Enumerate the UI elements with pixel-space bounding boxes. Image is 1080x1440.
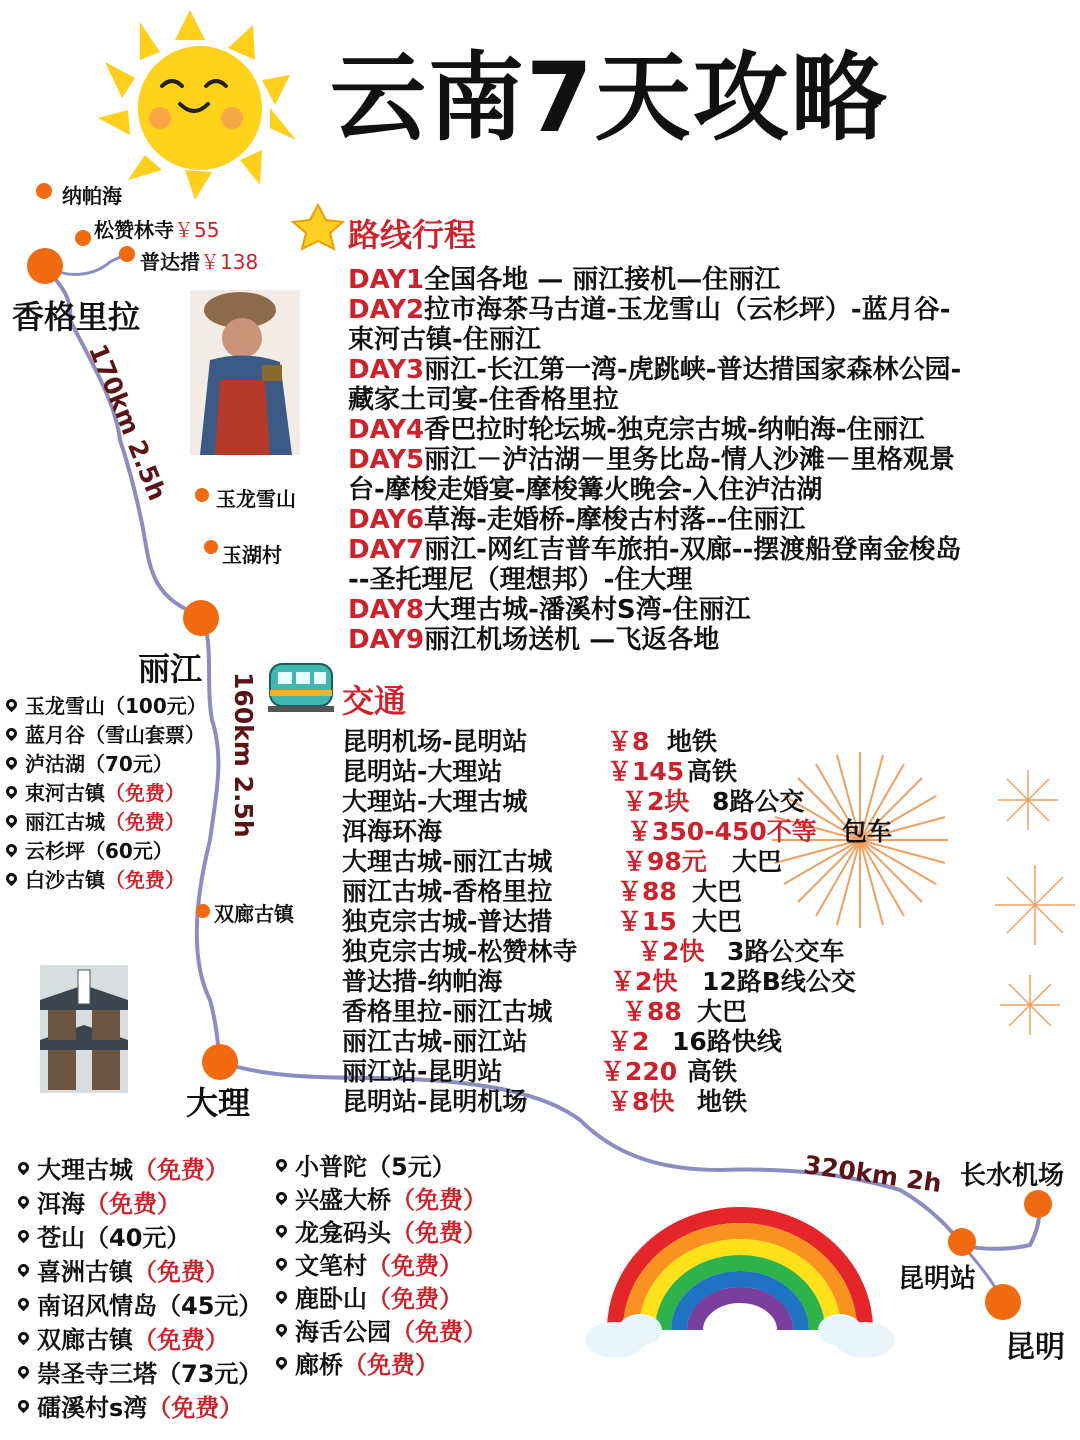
location-pin-icon [274, 1256, 290, 1272]
rainbow-icon [615, 1215, 865, 1330]
location-pin-icon [16, 1363, 32, 1379]
dot-changshui [1024, 1190, 1052, 1218]
spot-name: 白沙古镇 [25, 868, 105, 892]
dot-lijiang [183, 600, 219, 636]
transport-route: 香格里拉-丽江古城 [342, 997, 553, 1026]
spot-item [276, 1181, 487, 1214]
day-text: 丽江-网红吉普车旅拍-双廊--摆渡船登南金梭岛 [424, 535, 962, 565]
transport-row [342, 817, 1042, 847]
day-label: DAY4 [348, 415, 425, 445]
spot-price: （雪山套票） [85, 723, 205, 747]
transport-route: 独克宗古城-松赞林寺 [342, 937, 578, 966]
transport-row [342, 787, 1042, 817]
transport-mode: 大巴 [692, 907, 743, 936]
transport-row [342, 937, 1042, 967]
transport-route: 昆明机场-昆明站 [342, 727, 528, 756]
location-pin-icon [4, 697, 20, 713]
spot-price: （73元） [157, 1359, 263, 1388]
transport-price: ￥15 [617, 907, 677, 936]
day-line [348, 535, 1068, 565]
spot-price: （免费） [105, 781, 185, 805]
transport-route: 昆明站-大理站 [342, 757, 503, 786]
transport-price: ￥8快 [607, 1087, 675, 1116]
spot-item [18, 1150, 262, 1184]
route-heading: 路线行程 [348, 216, 477, 254]
location-pin-icon [4, 871, 20, 887]
transport-price: ￥350-450不等 [627, 817, 817, 846]
lijiang-spot-list [6, 690, 207, 893]
distance-shangri-la-lijiang: 170km 2.5h [83, 340, 173, 505]
spot-price: （5元） [367, 1153, 456, 1181]
location-pin-icon [16, 1397, 32, 1413]
spot-item [6, 748, 207, 777]
transport-price: ￥2快 [637, 937, 705, 966]
spot-price: （免费） [367, 1252, 463, 1280]
spot-price: （60元） [85, 839, 173, 863]
day-text: 束河古镇-住丽江 [348, 325, 541, 355]
city-dali: 大理 [186, 1084, 251, 1122]
day-text: 丽江－泸沽湖－里务比岛-情人沙滩－里格观景 [424, 445, 955, 475]
transport-row [342, 877, 1042, 907]
transport-price: ￥220 [600, 1057, 678, 1086]
dot-dali [202, 1044, 238, 1080]
day-line [348, 385, 1068, 415]
spot-name: 龙龛码头 [295, 1219, 391, 1247]
day-text: 丽江机场送机 —飞返各地 [424, 625, 720, 655]
spot-price: （40元） [85, 1223, 191, 1252]
spot-price: （免费） [367, 1285, 463, 1313]
dot-napahai [36, 183, 52, 199]
location-pin-icon [16, 1227, 32, 1243]
transport-heading: 交通 [342, 682, 407, 720]
spot-item [276, 1148, 487, 1181]
spot-name: 礌溪村s湾 [37, 1393, 148, 1422]
spot-name: 鹿卧山 [295, 1285, 367, 1313]
spot-price: （70元） [85, 752, 173, 776]
spot-name: 兴盛大桥 [295, 1186, 391, 1214]
location-pin-icon [4, 784, 20, 800]
spot-price: （免费） [147, 1393, 244, 1422]
transport-mode: 16路快线 [672, 1027, 782, 1056]
location-pin-icon [274, 1322, 290, 1338]
transport-route: 独克宗古城-普达措 [342, 907, 553, 936]
spot-name: 束河古镇 [25, 781, 105, 805]
transport-price: ￥2快 [610, 967, 678, 996]
spot-price: （免费） [391, 1318, 487, 1346]
transport-price: ￥88 [622, 997, 682, 1026]
transport-row [342, 757, 1042, 787]
day-text: 台-摩梭走婚宴-摩梭篝火晚会-入住泸沽湖 [348, 475, 823, 505]
spot-item [6, 864, 207, 893]
spot-name: 双廊古镇 [37, 1325, 133, 1354]
location-pin-icon [274, 1190, 290, 1206]
transport-route: 昆明站-昆明机场 [342, 1087, 528, 1116]
place-yuhu: 玉湖村 [222, 543, 282, 567]
spot-item [18, 1320, 262, 1354]
city-kunming-station: 昆明站 [898, 1264, 977, 1294]
location-pin-icon [16, 1329, 32, 1345]
spot-name: 文笔村 [295, 1252, 367, 1280]
transport-route: 大理站-大理古城 [342, 787, 528, 816]
place-songzanlin-price: ￥55 [174, 218, 220, 242]
place-songzanlin-name: 松赞林寺 [94, 218, 174, 242]
spot-name: 云杉坪 [25, 839, 85, 863]
spot-price: （免费） [133, 1325, 229, 1354]
spot-item [276, 1214, 487, 1247]
location-pin-icon [274, 1223, 290, 1239]
cloud-icon [585, 1314, 895, 1358]
day-text: 丽江-长江第一湾-虎跳峡-普达措国家森林公园- [424, 355, 962, 385]
spot-item [18, 1252, 262, 1286]
transport-price: ￥8 [607, 727, 650, 756]
dali-spot-list-left [18, 1150, 262, 1422]
spot-item [18, 1286, 262, 1320]
day-line [348, 505, 1068, 535]
transport-route: 丽江古城-丽江站 [342, 1027, 528, 1056]
spot-name: 泸沽湖 [25, 752, 85, 776]
spot-item [6, 806, 207, 835]
spot-item [18, 1218, 262, 1252]
distance-dali-kunming: 320km 2h [801, 1150, 944, 1199]
location-pin-icon [4, 842, 20, 858]
day-line [348, 325, 1068, 355]
dot-shuanglang [196, 904, 210, 918]
spot-price: （100元） [105, 694, 207, 718]
day-text: --圣托理尼（理想邦）-住大理 [348, 565, 693, 595]
day-text: 草海-走婚桥-摩梭古村落--住丽江 [424, 505, 806, 535]
location-pin-icon [4, 813, 20, 829]
day-line [348, 265, 1068, 295]
location-pin-icon [274, 1157, 290, 1173]
transport-route: 大理古城-丽江古城 [342, 847, 553, 876]
transport-mode: 大巴 [692, 877, 743, 906]
day-text: 全国各地 — 丽江接机—住丽江 [424, 265, 781, 295]
day-line [348, 625, 1068, 655]
day-text: 藏家土司宴-住香格里拉 [348, 385, 619, 415]
transport-route: 普达措-纳帕海 [342, 967, 503, 996]
day-text: 拉市海茶马古道-玉龙雪山（云杉坪）-蓝月谷- [424, 295, 951, 325]
dot-yulong [195, 488, 209, 502]
place-yulong: 玉龙雪山 [216, 487, 296, 511]
transport-row [342, 847, 1042, 877]
transport-row [342, 1087, 1042, 1117]
day-label: DAY2 [348, 295, 425, 325]
page-title: 云南7天攻略 [330, 42, 889, 154]
spot-name: 大理古城 [37, 1155, 133, 1184]
spot-item [6, 835, 207, 864]
spot-price: （免费） [133, 1155, 229, 1184]
city-kunming: 昆明 [1005, 1330, 1065, 1365]
city-changshui: 长水机场 [960, 1161, 1065, 1191]
spot-item [276, 1313, 487, 1346]
day-label: DAY8 [348, 595, 425, 625]
day-label: DAY9 [348, 625, 425, 655]
day-line [348, 475, 1068, 505]
transport-mode: 包车 [842, 817, 893, 846]
place-songzanlin [94, 214, 219, 243]
day-line [348, 595, 1068, 625]
transport-row [342, 997, 1042, 1027]
day-list [348, 265, 1068, 655]
spot-name: 玉龙雪山 [25, 694, 105, 718]
transport-row [342, 907, 1042, 937]
day-line [348, 565, 1068, 595]
spot-name: 崇圣寺三塔 [37, 1359, 157, 1388]
spot-name: 苍山 [37, 1223, 85, 1252]
location-pin-icon [16, 1261, 32, 1277]
transport-mode: 大巴 [732, 847, 783, 876]
spot-price: （免费） [85, 1189, 181, 1218]
spot-name: 海舌公园 [295, 1318, 391, 1346]
spot-item [276, 1247, 487, 1280]
day-label: DAY6 [348, 505, 425, 535]
spot-name: 丽江古城 [25, 810, 105, 834]
spot-item [6, 777, 207, 806]
location-pin-icon [274, 1289, 290, 1305]
spot-item [6, 690, 207, 719]
day-line [348, 415, 1068, 445]
day-label: DAY5 [348, 445, 425, 475]
place-pudacuo-name: 普达措 [140, 250, 200, 274]
spot-price: （免费） [105, 810, 185, 834]
distance-lijiang-dali: 160km 2.5h [229, 672, 258, 838]
dali-spot-list-right [276, 1148, 487, 1379]
place-napahai: 纳帕海 [62, 184, 122, 208]
transport-mode: 地铁 [697, 1087, 748, 1116]
spot-item [18, 1388, 262, 1422]
transport-price: ￥2块 [622, 787, 690, 816]
dot-kunming-station [948, 1228, 976, 1256]
location-pin-icon [274, 1355, 290, 1371]
transport-mode: 地铁 [667, 727, 718, 756]
day-line [348, 295, 1068, 325]
place-pudacuo-price: ￥138 [200, 250, 259, 274]
transport-price: ￥145 [607, 757, 685, 786]
star-icon [293, 205, 343, 249]
sun-icon [98, 10, 296, 200]
train-icon [268, 664, 334, 712]
dot-shangri-la [27, 248, 63, 284]
transport-mode: 12路B线公交 [702, 967, 856, 996]
ancient-town-image [40, 965, 128, 1093]
spot-name: 廊桥 [295, 1351, 343, 1379]
location-pin-icon [16, 1193, 32, 1209]
transport-mode: 高铁 [687, 1057, 738, 1086]
spot-item [276, 1346, 487, 1379]
transport-row [342, 1027, 1042, 1057]
transport-mode: 大巴 [697, 997, 748, 1026]
transport-row [342, 967, 1042, 997]
spot-price: （45元） [157, 1291, 263, 1320]
day-text: 香巴拉时轮坛城-独克宗古城-纳帕海-住丽江 [424, 415, 925, 445]
spot-name: 喜洲古镇 [37, 1257, 133, 1286]
location-pin-icon [4, 726, 20, 742]
transport-route: 丽江古城-香格里拉 [342, 877, 553, 906]
day-text: 大理古城-潘溪村S湾-住丽江 [424, 595, 751, 625]
transport-mode: 3路公交车 [727, 937, 845, 966]
transport-row [342, 727, 1042, 757]
transport-mode: 8路公交 [712, 787, 805, 816]
transport-row [342, 1057, 1042, 1087]
transport-price: ￥98元 [622, 847, 707, 876]
day-label: DAY1 [348, 265, 425, 295]
spot-item [18, 1354, 262, 1388]
city-lijiang: 丽江 [138, 650, 203, 688]
location-pin-icon [4, 755, 20, 771]
spot-price: （免费） [105, 868, 185, 892]
transport-price: ￥2 [607, 1027, 650, 1056]
city-shangri-la: 香格里拉 [12, 298, 141, 336]
portrait-image [190, 290, 300, 455]
transport-mode: 高铁 [687, 757, 738, 786]
spot-price: （免费） [391, 1186, 487, 1214]
spot-item [18, 1184, 262, 1218]
spot-price: （免费） [391, 1219, 487, 1247]
dot-songzanlin [75, 230, 91, 246]
dot-pudacuo [119, 246, 135, 262]
day-line [348, 355, 1068, 385]
day-label: DAY7 [348, 535, 425, 565]
place-pudacuo [140, 246, 258, 275]
dot-kunming [985, 1284, 1021, 1320]
location-pin-icon [16, 1159, 32, 1175]
spot-name: 小普陀 [295, 1153, 367, 1181]
transport-route: 洱海环海 [342, 817, 443, 846]
day-label: DAY3 [348, 355, 425, 385]
spot-price: （免费） [343, 1351, 439, 1379]
spot-item [6, 719, 207, 748]
dot-yuhu [204, 540, 218, 554]
transport-route: 丽江站-昆明站 [342, 1057, 503, 1086]
place-shuanglang: 双廊古镇 [214, 902, 294, 926]
spot-item [276, 1280, 487, 1313]
transport-price: ￥88 [617, 877, 677, 906]
spot-name: 蓝月谷 [25, 723, 85, 747]
location-pin-icon [16, 1295, 32, 1311]
spot-name: 洱海 [37, 1189, 85, 1218]
day-line [348, 445, 1068, 475]
spot-price: （免费） [133, 1257, 229, 1286]
spot-name: 南诏风情岛 [37, 1291, 157, 1320]
